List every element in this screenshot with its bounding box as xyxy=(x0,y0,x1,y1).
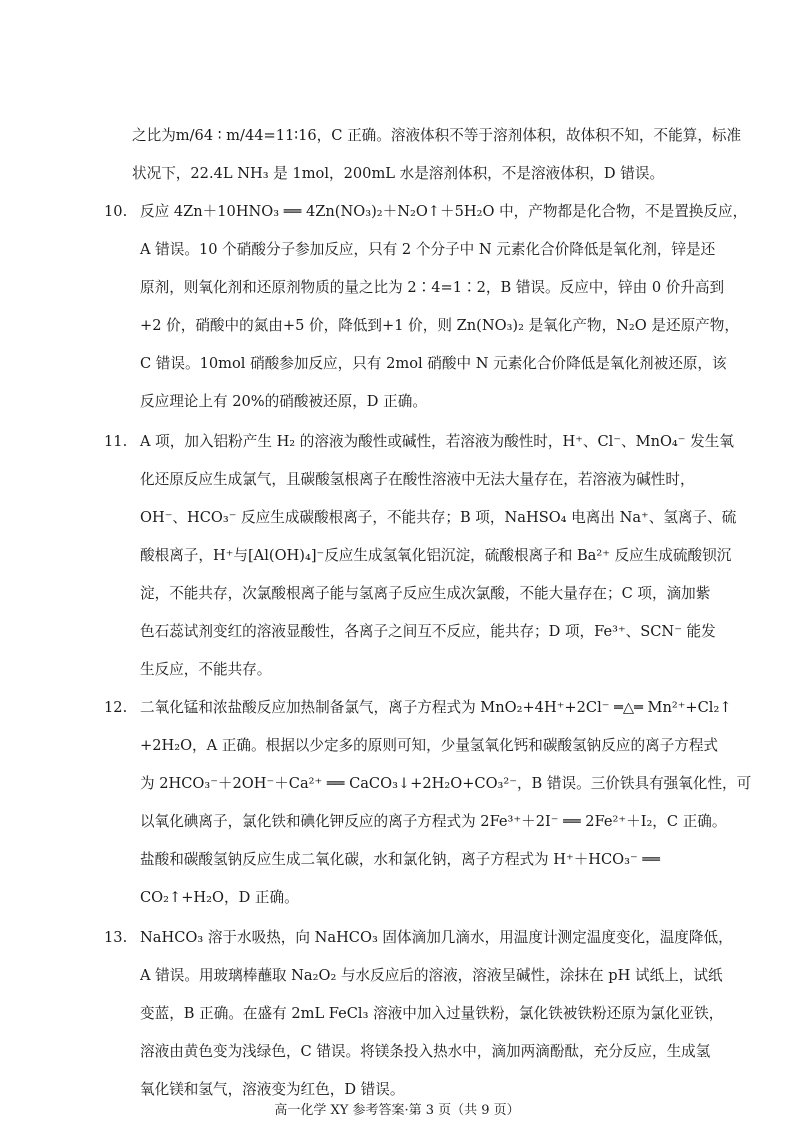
text-line: 氧化镁和氢气，溶液变为红色，D 错误。 xyxy=(140,1081,405,1098)
text-line: 反应 4Zn＋10HNO₃ ══ 4Zn(NO₃)₂＋N₂O↑＋5H₂O 中，产物都是化合物，不是置换反应， xyxy=(140,203,748,220)
text-line: 化还原反应生成氯气，且碳酸氢根离子在酸性溶液中无法大量存在，若溶液为碱性时， xyxy=(140,471,695,488)
text-line: A 项，加入铝粉产生 H₂ 的溶液为酸性或碱性，若溶液为酸性时，H⁺、Cl⁻、MnO₄⁻ 发生氧 xyxy=(140,433,734,450)
item-number: 13. xyxy=(104,929,128,946)
text-line: A 错误。用玻璃棒蘸取 Na₂O₂ 与水反应后的溶液，溶液呈碱性，涂抹在 pH 试纸上，试纸 xyxy=(140,967,723,984)
text-line: 淀，不能共存，次氯酸根离子能与氢离子反应生成次氯酸，不能大量存在；C 项，滴加紫 xyxy=(140,585,711,602)
text-line: CO₂↑+H₂O，D 正确。 xyxy=(140,889,299,906)
item-number: 12. xyxy=(104,699,128,716)
item-number: 10. xyxy=(104,203,128,220)
text-line: 状况下，22.4L NH₃ 是 1mol，200mL 水是溶剂体积，不是溶液体积，D 错误。 xyxy=(132,165,665,182)
text-line: 以氧化碘离子，氯化铁和碘化钾反应的离子方程式为 2Fe³⁺＋2I⁻ ══ 2Fe²⁺＋I₂，C 正确。 xyxy=(140,813,727,830)
text-line: 之比为m/64 ∶ m/44=11∶16，C 正确。溶液体积不等于溶剂体积，故体积不知，不能算，标准 xyxy=(132,127,742,144)
text-line: 反应理论上有 20%的硝酸被还原，D 正确。 xyxy=(140,393,427,410)
text-line: OH⁻、HCO₃⁻ 反应生成碳酸根离子，不能共存；B 项，NaHSO₄ 电离出 Na⁺、氢离子、硫 xyxy=(140,509,737,526)
text-line: 盐酸和碳酸氢钠反应生成二氧化碳，水和氯化钠，离子方程式为 H⁺＋HCO₃⁻ ══ xyxy=(140,851,660,868)
text-line: 酸根离子，H⁺与[Al(OH)₄]⁻反应生成氢氧化铝沉淀，硫酸根离子和 Ba²⁺ 反应生成硫酸钡沉 xyxy=(140,547,732,564)
item-number: 11. xyxy=(104,433,128,450)
text-line: 生反应，不能共存。 xyxy=(140,661,272,678)
text-line: +2H₂O，A 正确。根据以少定多的原则可知，少量氢氧化钙和碳酸氢钠反应的离子方程式 xyxy=(140,737,719,754)
text-line: 溶液由黄色变为浅绿色，C 错误。将镁条投入热水中，滴加两滴酚酞，充分反应，生成氢 xyxy=(140,1043,711,1060)
text-line: 色石蕊试剂变红的溶液显酸性，各离子之间互不反应，能共存；D 项，Fe³⁺、SCN⁻ 能发 xyxy=(140,623,716,640)
text-line: A 错误。10 个硝酸分子参加反应，只有 2 个分子中 N 元素化合价降低是氧化剂，锌是还 xyxy=(140,241,716,258)
text-line: 变蓝，B 正确。在盛有 2mL FeCl₃ 溶液中加入过量铁粉，氯化铁被铁粉还原为氯化亚铁， xyxy=(140,1005,724,1022)
text-line: +2 价，硝酸中的氮由+5 价，降低到+1 价，则 Zn(NO₃)₂ 是氧化产物，N₂O 是还原产物， xyxy=(140,317,739,334)
text-line: 原剂，则氧化剂和还原剂物质的量之比为 2∶4=1∶2，B 错误。反应中，锌由 0 价升高到 xyxy=(140,279,725,296)
text-line: 为 2HCO₃⁻＋2OH⁻＋Ca²⁺ ══ CaCO₃↓+2H₂O+CO₃²⁻，B 错误。三价铁具有强氧化性，可 xyxy=(140,775,752,792)
text-line: 二氧化锰和浓盐酸反应加热制备氯气，离子方程式为 MnO₂+4H⁺+2Cl⁻ ═△═ Mn²⁺+Cl₂↑ xyxy=(140,699,732,716)
text-line: NaHCO₃ 溶于水吸热，向 NaHCO₃ 固体滴加几滴水，用温度计测定温度变化，温度降低， xyxy=(140,929,733,946)
text-line: C 错误。10mol 硝酸参加反应，只有 2mol 硝酸中 N 元素化合价降低是氧化剂被还原，该 xyxy=(140,355,727,372)
page-footer: 高一化学 XY 参考答案·第 3 页（共 9 页） xyxy=(274,1103,520,1118)
